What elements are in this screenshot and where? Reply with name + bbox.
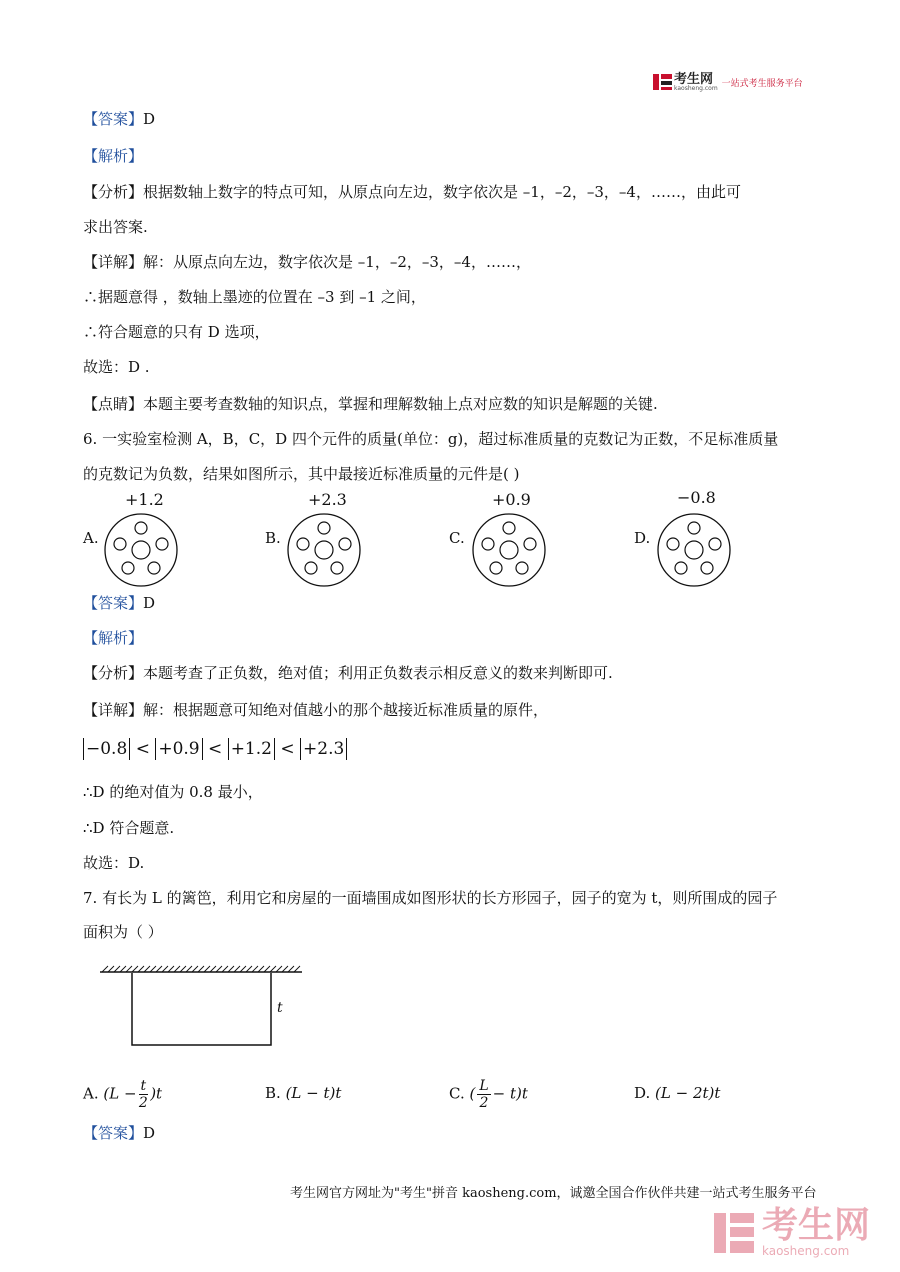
- component-diagram: [656, 512, 732, 588]
- q7-stem-line2: 面积为（ ）: [83, 923, 163, 941]
- q6-step-c: 故选：D.: [83, 854, 145, 872]
- mass-label: +2.3: [308, 490, 347, 509]
- logo-url: kaosheng.com: [674, 84, 718, 92]
- q6-abs-inequality: −0.8 < +0.9 < +1.2 < +2.3: [83, 737, 347, 761]
- q6-step-a: ∴D 的绝对值为 0.8 最小，: [83, 783, 263, 801]
- q6-stem-line2: 的克数记为负数，结果如图所示，其中最接近标准质量的元件是( ): [83, 465, 520, 483]
- q6-xiangjie: 【详解】解：根据题意可知绝对值越小的那个越接近标准质量的原件，: [83, 701, 549, 719]
- q5-answer: [83, 109, 155, 129]
- logo-text: 考生网: [674, 71, 714, 87]
- header-slogan: 一站式考生服务平台: [721, 78, 803, 89]
- mass-label: +0.9: [492, 490, 531, 509]
- component-diagram: [471, 512, 547, 588]
- q5-step-b: ∴符合题意的只有 D 选项，: [83, 323, 270, 341]
- q6-fenxi: 【分析】本题考查了正负数，绝对值；利用正负数表示相反意义的数来判断即可.: [83, 664, 613, 682]
- q6-step-b: ∴D 符合题意.: [83, 819, 175, 837]
- q7-option-a: A. (L − $\frac{t}{2}$ )t: [83, 1078, 163, 1111]
- q5-step-c: 故选：D .: [83, 358, 150, 376]
- kaosheng-logo-icon: [652, 72, 674, 92]
- q7-option-d: D. (L − 2t)t: [634, 1084, 721, 1102]
- watermark-logo-icon: [712, 1209, 756, 1257]
- q7-option-b: B. (L − t)t: [265, 1084, 342, 1102]
- width-label-t: t: [277, 1000, 283, 1016]
- q5-fenxi-cont: 求出答案.: [83, 218, 148, 236]
- option-label: D.: [634, 529, 651, 547]
- option-label: C.: [449, 529, 465, 547]
- mass-label: +1.2: [125, 490, 164, 509]
- option-label: B.: [265, 1084, 281, 1102]
- watermark: 考生网 kaosheng.com: [712, 1208, 870, 1258]
- q5-analysis-heading: 【解析】: [83, 147, 144, 165]
- q7-stem-line1: 7. 有长为 L 的篱笆，利用它和房屋的一面墙围成如图形状的长方形园子，园子的宽为 t，则所围成的园子: [83, 889, 778, 907]
- footer-text: 考生网官方网址为"考生"拼音 kaosheng.com，诚邀全国合作伙伴共建一站式考生服务平台: [290, 1186, 817, 1201]
- q5-dianjing: 【点睛】本题主要考查数轴的知识点，掌握和理解数轴上点对应数的知识是解题的关键.: [83, 395, 658, 413]
- option-label: A.: [83, 529, 99, 547]
- mass-label: −0.8: [677, 488, 716, 507]
- component-diagram: [286, 512, 362, 588]
- option-label: C.: [449, 1084, 465, 1103]
- q7-answer: 【答案】D: [83, 1124, 156, 1142]
- header-logo: [652, 72, 803, 92]
- q5-xiangjie: 【详解】解：从原点向左边，数字依次是 –1，–2，–3，–4，……，: [83, 253, 531, 271]
- q5-fenxi: 【分析】根据数轴上数字的特点可知，从原点向左边，数字依次是 –1，–2，–3，–4，……，由此可: [83, 183, 741, 201]
- q7-option-c: C. ( $\frac{L}{2}$ − t)t: [449, 1078, 528, 1111]
- component-diagram: [103, 512, 179, 588]
- answer-tag: 【答案】: [83, 110, 144, 128]
- q6-analysis-heading: 【解析】: [83, 629, 144, 647]
- q6-answer: 【答案】D: [83, 594, 156, 612]
- q6-stem-line1: 6. 一实验室检测 A，B，C，D 四个元件的质量(单位：g)，超过标准质量的克数记为正数，不足标准质量: [83, 430, 779, 448]
- option-label: D.: [634, 1084, 651, 1102]
- option-label: B.: [265, 529, 281, 547]
- answer-value: D: [143, 110, 156, 128]
- q5-step-a: ∴据题意得 ，数轴上墨迹的位置在 –3 到 –1 之间，: [83, 288, 426, 306]
- option-label: A.: [83, 1084, 99, 1103]
